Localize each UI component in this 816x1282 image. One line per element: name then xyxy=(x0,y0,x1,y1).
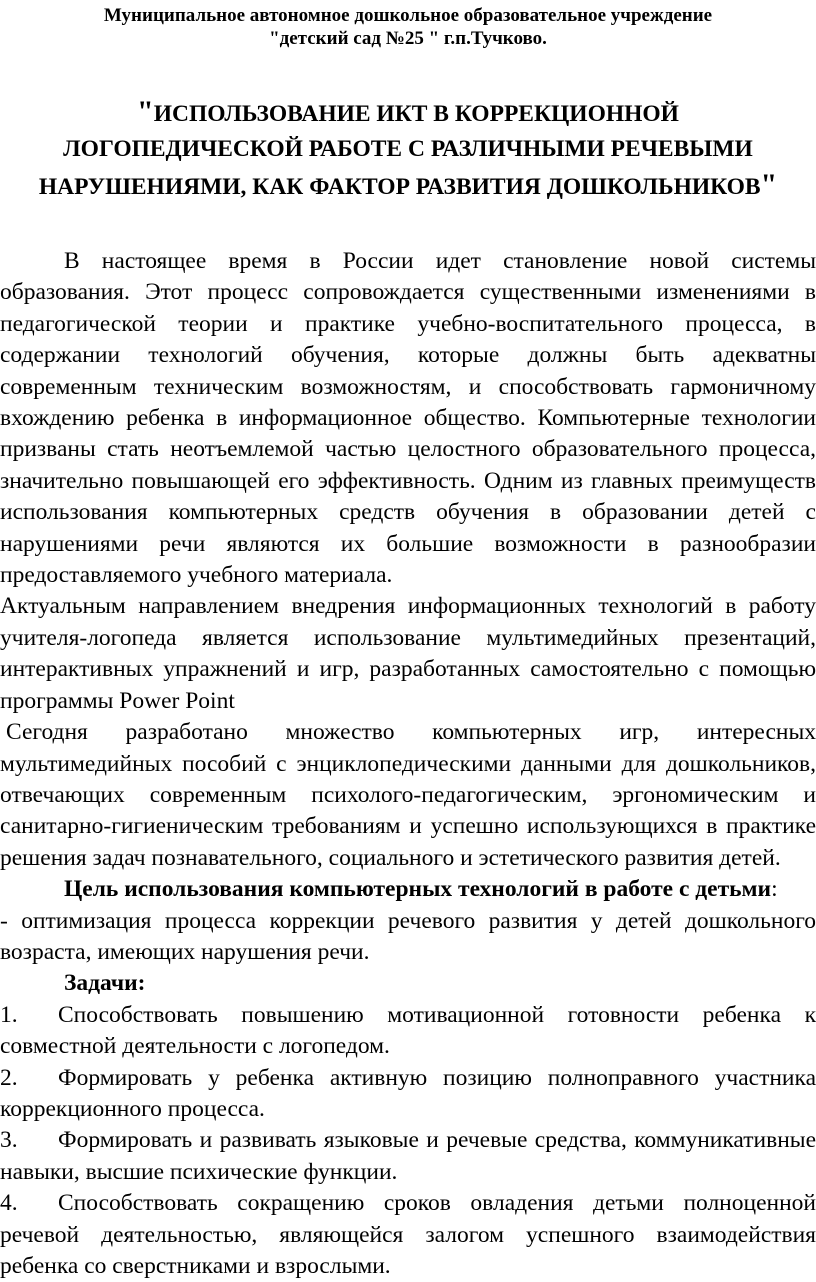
document-title xyxy=(0,94,816,205)
title-quote-close: " xyxy=(760,168,778,201)
document-body xyxy=(0,246,816,1282)
task-text: Формировать у ребенка активную позицию полноправного участника коррекционного процесса. xyxy=(0,1064,816,1122)
goal-text: - оптимизация процесса коррекции речевого развития у детей дошкольного возраста, имеющих нарушения речи. xyxy=(0,907,816,965)
task-item-2 xyxy=(0,1063,816,1126)
paragraph-direction: Актуальным направлением внедрения информационных технологий в работу учителя-логопеда является использование мультимедийных презентаций, интерактивных упражнений и игр, разработанных самостоятельно с помощью программы Power Point xyxy=(0,593,816,714)
title-line-1: "ИСПОЛЬЗОВАНИЕ ИКТ В КОРРЕКЦИОННОЙ xyxy=(137,95,679,128)
task-number: 2. xyxy=(0,1064,18,1091)
organization-line-1: Муниципальное автономное дошкольное образовательное учреждение xyxy=(103,5,713,26)
title-line-2: ЛОГОПЕДИЧЕСКОЙ РАБОТЕ С РАЗЛИЧНЫМИ РЕЧЕВЫМИ xyxy=(63,136,753,162)
task-text: Формировать и развивать языковые и речевые средства, коммуникативные навыки, высшие психические функции. xyxy=(0,1127,816,1185)
goal-heading xyxy=(0,874,816,905)
task-number: 4. xyxy=(0,1190,18,1217)
task-item-3 xyxy=(0,1125,816,1188)
title-quote-open: " xyxy=(137,95,154,128)
task-text: Способствовать сокращению сроков овладения детьми полноценной речевой деятельностью, являющейся залогом успешного взаимодействия ребенка со сверстниками и взрослыми. xyxy=(0,1190,816,1279)
organization-line-2: "детский сад №25 " г.п.Тучково. xyxy=(269,28,547,49)
paragraph-games: Сегодня разработано множество компьютерных игр, интересных мультимедийных пособий с энциклопедическими данными для дошкольников, отвечающих современным психолого-педагогическим, эргономическим и санитарно-гигиеническим требованиям и успешно использующихся в практике решения задач познавательного, социального и эстетического развития детей. xyxy=(0,719,816,871)
task-text: Способствовать повышению мотивационной готовности ребенка к совместной деятельности с логопедом. xyxy=(0,1001,816,1060)
task-number: 1. xyxy=(0,1001,18,1028)
paragraph-intro: В настоящее время в России идет становление новой системы образования. Этот процесс сопровождается существенными изменениями в педагогической теории и практике учебно-воспитательного процесса, в содержании технологий обучения, которые должны быть адекватны современным техническим возможностям, и способствовать гармоничному вхождению ребенка в информационное общество. Компьютерные технологии призваны стать неотъемлемой частью целостного образовательного процесса, значительно повышающей его эффективность. Одним из главных преимуществ использования компьютерных средств обучения в образовании детей с нарушениями речи являются их большие возможности в разнообразии предоставляемого учебного материала. xyxy=(0,248,816,589)
goal-heading-colon: : xyxy=(771,876,778,903)
goal-heading-text: Цель использования компьютерных технологий в работе с детьми xyxy=(64,876,772,903)
task-number: 3. xyxy=(0,1127,18,1154)
task-item-4 xyxy=(0,1188,816,1282)
task-item-1 xyxy=(0,1000,816,1063)
organization-header xyxy=(0,4,816,50)
tasks-heading: Задачи: xyxy=(64,970,146,997)
title-line-3: НАРУШЕНИЯМИ, КАК ФАКТОР РАЗВИТИЯ ДОШКОЛЬНИКОВ" xyxy=(38,168,778,201)
